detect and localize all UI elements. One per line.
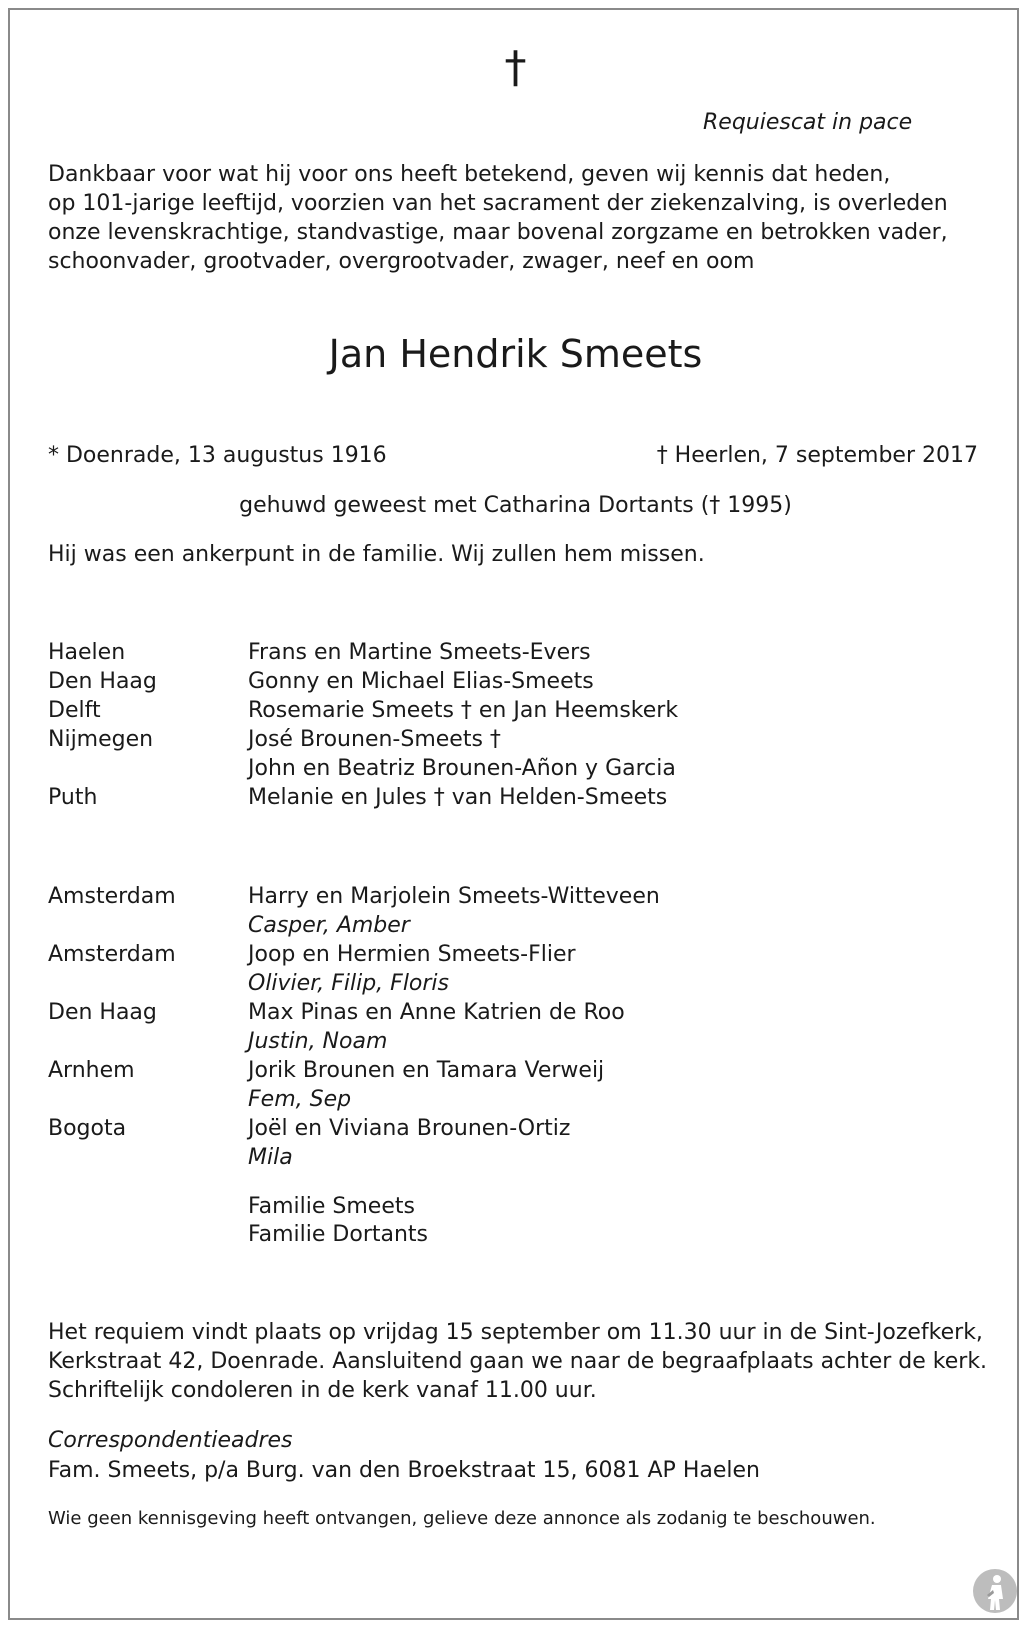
correspondence-address: Fam. Smeets, p/a Burg. van den Broekstraat 15, 6081 AP Haelen bbox=[48, 1458, 760, 1483]
extended-families bbox=[248, 1193, 428, 1249]
service-info bbox=[48, 1318, 987, 1405]
service-line: Het requiem vindt plaats op vrijdag 15 september om 11.30 uur in de Sint-Jozefkerk, bbox=[48, 1320, 983, 1345]
intro-text bbox=[48, 160, 948, 276]
cross-icon: † bbox=[504, 42, 527, 93]
place-name: Amsterdam bbox=[48, 884, 176, 909]
service-line: Schriftelijk condoleren in de kerk vanaf 11.00 uur. bbox=[48, 1378, 597, 1403]
deceased-name: Jan Hendrik Smeets bbox=[328, 332, 703, 376]
grandchildren-names: Casper, Amber bbox=[248, 913, 410, 938]
intro-line: onze levenskrachtige, standvastige, maar bovenal zorgzame en betrokken vader, bbox=[48, 220, 948, 245]
motto: Requiescat in pace bbox=[703, 110, 913, 135]
place-name: Bogota bbox=[48, 1116, 127, 1141]
family-names: Joop en Hermien Smeets-Flier bbox=[248, 942, 576, 967]
family-names: Melanie en Jules † van Helden-Smeets bbox=[248, 785, 668, 810]
place-name: Delft bbox=[48, 698, 101, 723]
family-line: Familie Smeets bbox=[248, 1194, 415, 1219]
intro-line: op 101-jarige leeftijd, voorzien van het sacrament der ziekenzalving, is overleden bbox=[48, 191, 948, 216]
family-names: Rosemarie Smeets † en Jan Heemskerk bbox=[248, 698, 679, 723]
death-info: † Heerlen, 7 september 2017 bbox=[656, 443, 978, 468]
family-names: Max Pinas en Anne Katrien de Roo bbox=[248, 1000, 625, 1025]
place-name: Arnhem bbox=[48, 1058, 135, 1083]
grandchildren-names: Fem, Sep bbox=[248, 1087, 352, 1112]
notice-text: Wie geen kennisgeving heeft ontvangen, gelieve deze annonce als zodanig te beschouwen. bbox=[48, 1508, 876, 1529]
intro-line: schoonvader, grootvader, overgrootvader, zwager, neef en oom bbox=[48, 249, 755, 274]
family-names: John en Beatriz Brounen-Añon y Garcia bbox=[248, 756, 676, 781]
family-names: José Brounen-Smeets † bbox=[248, 727, 501, 752]
mourning-figure-icon bbox=[972, 1568, 1018, 1614]
family-names: Harry en Marjolein Smeets-Witteveen bbox=[248, 884, 660, 909]
place-name: Den Haag bbox=[48, 1000, 157, 1025]
family-line: Familie Dortants bbox=[248, 1222, 428, 1247]
place-name: Den Haag bbox=[48, 669, 157, 694]
family-names: Frans en Martine Smeets-Evers bbox=[248, 640, 591, 665]
service-line: Kerkstraat 42, Doenrade. Aansluitend gaan we naar de begraafplaats achter de kerk. bbox=[48, 1349, 988, 1374]
tagline: Hij was een ankerpunt in de familie. Wij zullen hem missen. bbox=[48, 542, 705, 567]
place-name: Amsterdam bbox=[48, 942, 176, 967]
grandchildren-names: Justin, Noam bbox=[248, 1029, 388, 1054]
family-names: Joël en Viviana Brounen-Ortiz bbox=[248, 1116, 571, 1141]
marriage-info: gehuwd geweest met Catharina Dortants († 1995) bbox=[239, 493, 792, 518]
place-name: Puth bbox=[48, 785, 98, 810]
correspondence-title: Correspondentieadres bbox=[48, 1428, 293, 1453]
family-names: Jorik Brounen en Tamara Verweij bbox=[248, 1058, 605, 1083]
intro-line: Dankbaar voor wat hij voor ons heeft betekend, geven wij kennis dat heden, bbox=[48, 162, 891, 187]
grandchildren-names: Olivier, Filip, Floris bbox=[248, 971, 450, 996]
birth-info: * Doenrade, 13 augustus 1916 bbox=[48, 443, 387, 468]
place-name: Haelen bbox=[48, 640, 126, 665]
family-names: Gonny en Michael Elias-Smeets bbox=[248, 669, 594, 694]
grandchildren-names: Mila bbox=[248, 1145, 293, 1170]
place-name: Nijmegen bbox=[48, 727, 154, 752]
